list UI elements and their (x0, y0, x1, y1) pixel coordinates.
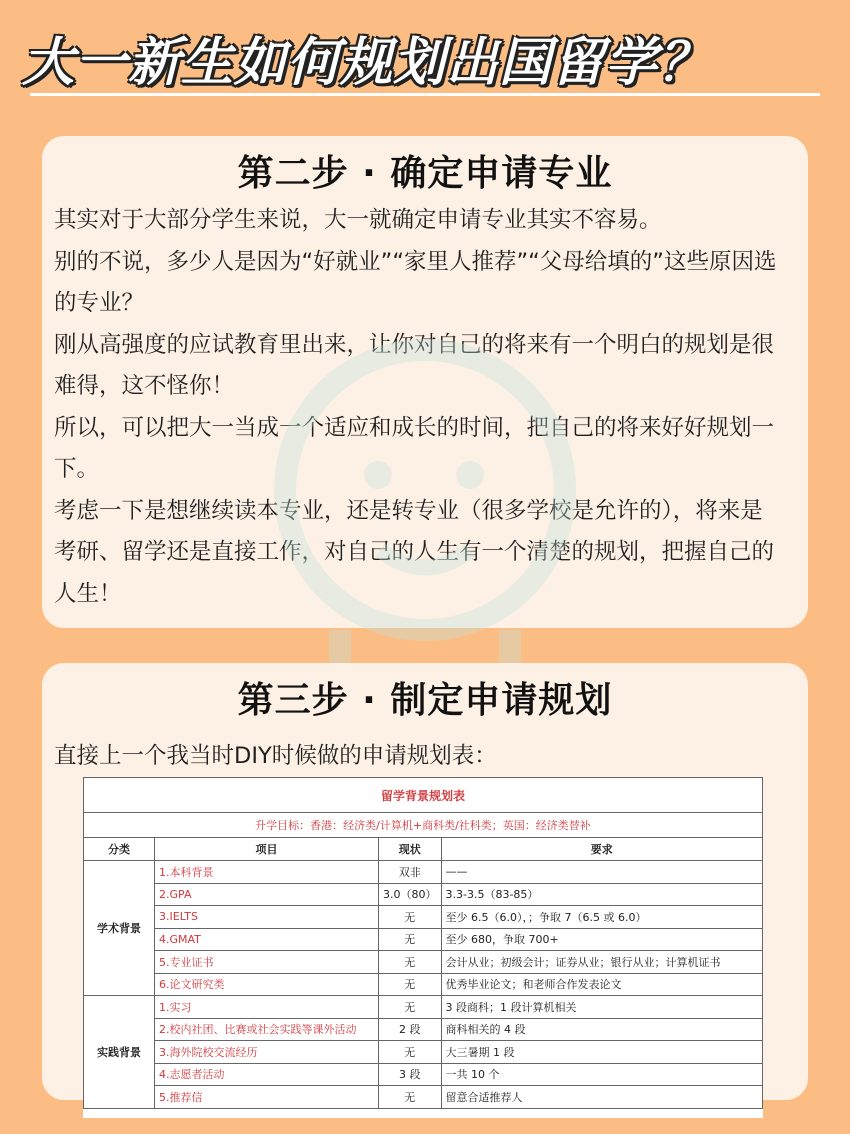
paragraph: 别的不说，多少人是因为“好就业”“家里人推荐”“父母给填的”这些原因选的专业？ (54, 248, 777, 316)
row-status: 无 (379, 951, 442, 974)
row-item: 5.专业证书 (155, 951, 379, 974)
paragraph: 所以，可以把大一当成一个适应和成长的时间，把自己的将来好好规划一下。 (54, 414, 775, 482)
row-item: 1.实习 (155, 996, 379, 1019)
paragraph: 刚从高强度的应试教育里出来，让你对自己的将来有一个明白的规划是很难得，这不怪你！ (54, 331, 775, 399)
row-requirement: 3.3-3.5（83-85） (441, 883, 763, 906)
planning-table (83, 777, 763, 1118)
row-requirement: 留意合适推荐人 (441, 1086, 763, 1109)
row-status: 3 段 (379, 1063, 442, 1086)
row-requirement: 至少 6.5（6.0），；争取 7（6.5 或 6.0） (441, 906, 763, 929)
row-status: 无 (379, 973, 442, 996)
row-item: 3.海外院校交流经历 (155, 1041, 379, 1064)
row-item: 3.IELTS (155, 906, 379, 929)
row-status: 3.0（80） (379, 883, 442, 906)
row-item: 5.推荐信 (155, 1086, 379, 1109)
row-item: 4.GMAT (155, 928, 379, 951)
page-title: 大一新生如何规划出国留学？ (22, 33, 712, 93)
mascot-watermark-icon (260, 300, 590, 710)
table-row (84, 951, 763, 974)
header-category: 分类 (84, 838, 155, 861)
row-item: 2.校内社团、比赛或社会实践等课外活动 (155, 1018, 379, 1041)
table-row (84, 1086, 763, 1109)
step3-intro: 直接上一个我当时DIY时候做的申请规划表： (54, 743, 497, 769)
header-item: 项目 (155, 838, 379, 861)
row-status: 双非 (379, 861, 442, 884)
row-requirement: 至少 680，争取 700+ (441, 928, 763, 951)
row-status: 2 段 (379, 1018, 442, 1041)
paragraph: 其实对于大部分学生来说，大一就确定申请专业其实不容易。 (54, 207, 662, 233)
row-requirement: —— (441, 861, 763, 884)
row-status: 无 (379, 1041, 442, 1064)
step2-heading: 第二步 · 确定申请专业 (237, 153, 613, 194)
table-row (84, 973, 763, 996)
row-requirement: 商科相关的 4 段 (441, 1018, 763, 1041)
row-requirement: 一共 10 个 (441, 1063, 763, 1086)
table-goal: 升学目标：香港：经济类/计算机+商科类/社科类；英国：经济类替补 (84, 813, 763, 838)
table-row (84, 928, 763, 951)
row-requirement: 会计从业；初级会计；证券从业；银行从业；计算机证书 (441, 951, 763, 974)
row-requirement: 优秀毕业论文；和老师合作发表论文 (441, 973, 763, 996)
row-requirement: 3 段商科；1 段计算机相关 (441, 996, 763, 1019)
table-row (84, 1041, 763, 1064)
category-academic: 学术背景 (84, 861, 155, 996)
row-status: 无 (379, 906, 442, 929)
table-row (84, 883, 763, 906)
table-row (84, 1063, 763, 1086)
table-row (84, 996, 763, 1019)
title-underline (30, 93, 820, 96)
row-status: 无 (379, 996, 442, 1019)
row-item: 2.GPA (155, 883, 379, 906)
table-row (84, 1018, 763, 1041)
row-item: 4.志愿者活动 (155, 1063, 379, 1086)
table-row (84, 906, 763, 929)
step3-heading: 第三步 · 制定申请规划 (237, 680, 613, 721)
table-title: 留学背景规划表 (84, 778, 763, 813)
paragraph: 考虑一下是想继续读本专业，还是转专业（很多学校是允许的），将来是考研、留学还是直接工作，对自己的人生有一个清楚的规划，把握自己的人生！ (54, 497, 775, 607)
row-item: 6.论文研究类 (155, 973, 379, 996)
row-requirement: 大三暑期 1 段 (441, 1041, 763, 1064)
category-practice: 实践背景 (84, 996, 155, 1109)
row-item: 1.本科背景 (155, 861, 379, 884)
header-status: 现状 (379, 838, 442, 861)
row-status: 无 (379, 1086, 442, 1109)
header-requirement: 要求 (441, 838, 763, 861)
table-row (84, 861, 763, 884)
row-status: 无 (379, 928, 442, 951)
